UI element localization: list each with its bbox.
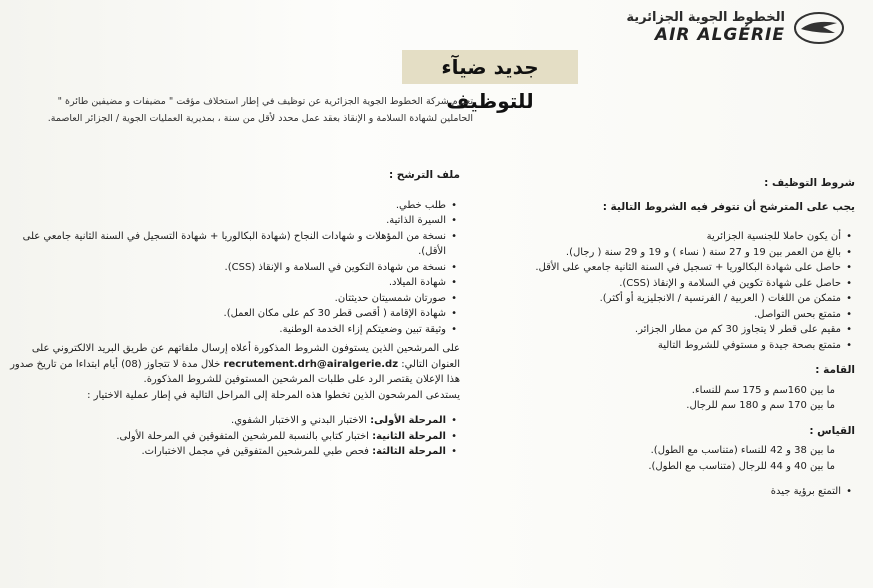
size-title: القياس : bbox=[809, 424, 855, 437]
logo-arabic-text: الخطوط الجوية الجزائرية bbox=[626, 10, 785, 25]
list-item: • طلب خطي. bbox=[10, 198, 446, 214]
list-item: • شهادة الميلاد. bbox=[10, 275, 446, 291]
list-item: • نسخة من المؤهلات و شهادات النجاح (شهادة البكالوريا + شهادة التسجيل في السنة الثانية جامعي على الأقل). bbox=[10, 229, 446, 260]
list-item: • السيرة الذاتية. bbox=[10, 213, 446, 229]
list-item: • شهادة الإقامة ( أقصى قطر 30 كم على مكان العمل). bbox=[10, 306, 446, 322]
list-item: • حاصل على شهادة البكالوريا + تسجيل في السنة الثانية جامعي على الأقل. bbox=[525, 260, 841, 276]
size-range-men: ما بين 40 و 44 للرجال (متناسب مع الطول). bbox=[648, 460, 835, 472]
list-item: • متمتع بصحة جيدة و مستوفي للشروط التالية bbox=[525, 338, 841, 354]
conditions-subtitle: يجب على المترشح أن تتوفر فيه الشروط التالية : bbox=[602, 200, 855, 213]
list-item: • متمكن من اللغات ( العربية / الفرنسية / الانجليزية أو أكثر). bbox=[525, 291, 841, 307]
phases-list bbox=[10, 413, 460, 460]
list-item: • متمتع بحس التواصل. bbox=[525, 307, 841, 323]
phase-label: المرحلة الأولى: bbox=[370, 415, 446, 426]
conditions-list bbox=[525, 229, 855, 353]
size-range-women: ما بين 38 و 42 للنساء (متناسب مع الطول). bbox=[650, 445, 835, 456]
logo-latin-text: AIR ALGÉRIE bbox=[654, 25, 785, 45]
recruitment-banner: جديد ضيآء للتوظيف bbox=[402, 50, 578, 84]
phase-label: المرحلة الثانية: bbox=[372, 430, 446, 442]
list-item: • بالغ من العمر بين 19 و 27 سنة ( نساء ) و 19 و 29 سنة ( رجال). bbox=[525, 245, 841, 261]
air-algerie-logo bbox=[626, 10, 845, 45]
list-item: • مقيم على قطر لا يتجاوز 30 كم من مطار الجزائر. bbox=[525, 322, 841, 338]
list-item: • حاصل على شهادة تكوين في السلامة و الإنقاذ (CSS). bbox=[525, 276, 841, 292]
phase-text: الاختبار البدني و الاختبار الشفوي. bbox=[231, 415, 367, 426]
conditions-title: شروط التوظيف : bbox=[764, 177, 855, 189]
phase-item bbox=[10, 429, 446, 445]
height-title: القامة : bbox=[815, 364, 855, 376]
list-item: • وثيقة تبين وضعيتكم إزاء الخدمة الوطنية. bbox=[10, 322, 446, 338]
phase-label: المرحلة الثالثة: bbox=[372, 446, 446, 457]
air-algerie-logo-icon bbox=[793, 11, 845, 45]
height-range-men: ما بين 170 سم و 180 سم للرجال. bbox=[686, 400, 835, 411]
apply-text-deadline: خلال مدة لا تتجاوز (08) أيام ابتداءا من تاريخ صدور هذا الإعلان يقتصر الرد على طلبات المرشحين المستوفين للشروط المذكورة. bbox=[10, 358, 460, 385]
intro-paragraph: تعتزم شركة الخطوط الجوية الجزائرية عن توظيف في إطار استخلاف مؤقت " مضيفات و مضيفين طائرة " الحاملين لشهادة السلامة و الإنقاذ بعقد عمل محدد لأقل من سنة ، بمديرية العمليات الجوية / الجزائر العاصمة. bbox=[47, 96, 473, 124]
phase-item bbox=[10, 413, 446, 429]
application-file-section bbox=[10, 168, 460, 460]
height-range-women: ما بين 160سم و 175 سم للنساء. bbox=[691, 384, 835, 396]
list-item: • التمتع برؤية جيدة bbox=[525, 484, 841, 500]
phase-text: فحص طبي للمرشحين المتفوقين في مجمل الاختبارات. bbox=[141, 446, 369, 457]
email-link[interactable]: recrutement.drh@airalgerie.dz bbox=[223, 358, 399, 370]
conditions-section bbox=[525, 176, 855, 500]
apply-text: على المرشحين الذين يستوفون الشروط المذكورة أعلاه إرسال ملفاتهم عن طريق البريد الالكتروني على العنوان التالي: bbox=[31, 343, 460, 370]
list-item: • أن يكون حاملا للجنسية الجزائرية bbox=[525, 229, 841, 245]
apply-paragraph bbox=[10, 341, 460, 388]
phase-item bbox=[10, 444, 446, 460]
convene-paragraph: يستدعى المرشحون الذين تخطوا هذه المرحلة إلى المراحل التالية في إطار عملية الاختيار : bbox=[87, 389, 460, 401]
phase-text: اختبار كتابي بالنسبة للمرشحين المتفوقين في المرحلة الأولى. bbox=[116, 430, 369, 442]
list-item: • نسخة من شهادة التكوين في السلامة و الإنقاذ (CSS). bbox=[10, 260, 446, 276]
dossier-list bbox=[10, 198, 460, 338]
list-item: • صورتان شمسيتان حديثتان. bbox=[10, 291, 446, 307]
dossier-title: ملف الترشح : bbox=[388, 169, 460, 181]
